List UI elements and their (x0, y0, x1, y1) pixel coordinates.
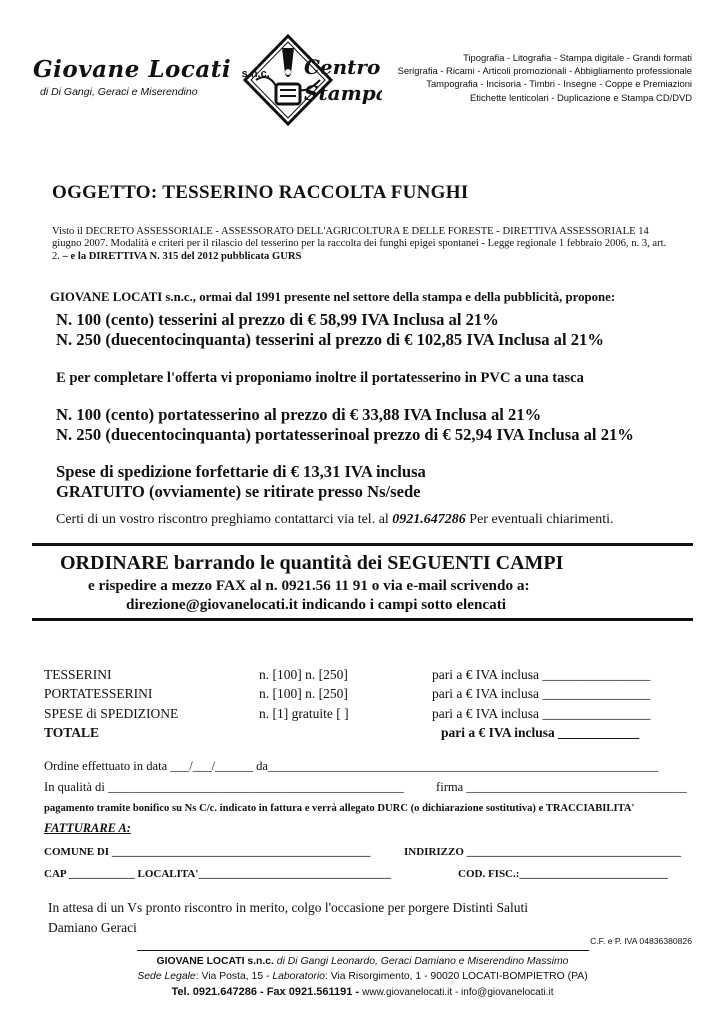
cap-localita-field[interactable]: CAP ____________ LOCALITA'___________________________________ (44, 868, 391, 880)
centro-stampa-logo-icon (242, 34, 382, 126)
footer-divider (137, 950, 589, 951)
footer-company-owners: di Di Gangi Leonardo, Geraci Damiano e Miserendino Massimo (273, 956, 569, 967)
company-name-text: Giovane Locati (33, 56, 232, 83)
order-email: direzione@giovanelocati.it indicando i campi sotto elencati (126, 596, 507, 613)
legal-reference-text: Visto il DECRETO ASSESSORIALE - ASSESSORATO DELL'AGRICOLTURA E DELLE FORESTE - DIRETTIVA ASSESSORIALE 14 giugno 2007. Modalità e criteri per il rilascio del tesserino per la raccolta dei funghi epigei spontanei - Legge regionale 1 febbraio 2006, n. 3, art. 2. (52, 226, 667, 262)
footer-web-email[interactable]: www.giovanelocati.it - info@giovanelocati.it (362, 987, 554, 998)
company-name (33, 56, 270, 83)
service-line: Tipografia - Litografia - Stampa digitale - Grandi formati (463, 52, 692, 63)
row-price-tesserini[interactable]: pari a € IVA inclusa ________________ (432, 667, 651, 682)
role-field[interactable]: In qualità di _______________________________________________ (44, 780, 404, 794)
row-label-spedizione: SPESE di SPEDIZIONE (44, 706, 179, 721)
footer-tel-fax: Tel. 0921.647286 - Fax 0921.561191 - (171, 986, 363, 998)
subject-heading: OGGETTO: TESSERINO RACCOLTA FUNGHI (52, 182, 469, 203)
free-pickup: GRATUITO (ovviamente) se ritirate presso Ns/sede (56, 482, 421, 501)
row-options-tesserini[interactable]: n. [100] n. [250] (259, 667, 348, 682)
footer-company (0, 956, 725, 967)
row-label-tesserini: TESSERINI (44, 667, 112, 682)
row-options-spedizione[interactable]: n. [1] gratuite [ ] (259, 706, 349, 721)
legal-reference-bold: – e la DIRETTIVA N. 315 del 2012 pubblicata GURS (62, 250, 302, 262)
invoice-heading: FATTURARE A: (44, 821, 131, 835)
offer-tesserini-250: N. 250 (duecentocinquanta) tesserini al prezzo di € 102,85 IVA Inclusa al 21% (56, 330, 604, 349)
contact-phone: 0921.647286 (392, 512, 466, 527)
service-line: Tampografia - Incisoria - Timbri - Insegne - Coppe e Premiazioni (426, 78, 692, 90)
centro-stampa-logo (242, 34, 382, 126)
intro-text: GIOVANE LOCATI s.n.c., ormai dal 1991 presente nel settore della stampa e della pubblicità, propone: (50, 290, 616, 304)
offer-complement: E per completare l'offerta vi proponiamo inoltre il portatesserino in PVC a una tasca (56, 370, 584, 386)
order-instructions: e rispedire a mezzo FAX al n. 0921.56 11 91 o via e-mail scrivendo a: (88, 577, 530, 594)
logo-text-stampa: Stampa (304, 81, 382, 105)
signature-field[interactable]: firma ___________________________________ (436, 780, 687, 794)
closing-salutation: In attesa di un Vs pronto riscontro in merito, colgo l'occasione per porgere Distinti Saluti (48, 900, 528, 915)
row-options-portatesserini[interactable]: n. [100] n. [250] (259, 686, 348, 701)
row-price-portatesserini[interactable]: pari a € IVA inclusa ________________ (432, 686, 651, 701)
contact-note-post: Per eventuali chiarimenti. (465, 512, 614, 527)
service-line: Etichette lenticolari - Duplicazione e Stampa CD/DVD (470, 91, 692, 103)
signature-name: Damiano Geraci (48, 920, 137, 935)
row-label-portatesserini: PORTATESSERINI (44, 686, 153, 701)
divider (32, 618, 693, 621)
order-date-field[interactable]: Ordine effettuato in data ___/___/______ da______________________________________________________________ (44, 759, 659, 773)
vat-number: C.F. e P. IVA 04836380826 (590, 936, 692, 946)
footer-company-name: GIOVANE LOCATI s.n.c. (156, 956, 274, 967)
shipping-cost: Spese di spedizione forfettarie di € 13,31 IVA inclusa (56, 462, 426, 481)
legal-reference (52, 226, 674, 263)
total-label: TOTALE (44, 725, 100, 740)
services-list (382, 51, 692, 104)
offer-porta-250: N. 250 (duecentocinquanta) portatesserinoal prezzo di € 52,94 IVA Inclusa al 21% (56, 425, 634, 444)
footer-lab: : Via Risorgimento, 1 - 90020 LOCATI-BOMPIETRO (PA) (324, 971, 588, 982)
footer-address (0, 971, 725, 982)
order-title: ORDINARE barrando le quantità dei SEGUENTI CAMPI (60, 552, 564, 574)
row-price-spedizione[interactable]: pari a € IVA inclusa ________________ (432, 706, 651, 721)
comune-field[interactable]: COMUNE DI _______________________________________________ (44, 846, 371, 858)
logo-text-centro: Centro (304, 55, 381, 79)
offer-tesserini-100: N. 100 (cento) tesserini al prezzo di € 58,99 IVA Inclusa al 21% (56, 310, 499, 329)
total-price[interactable]: pari a € IVA inclusa ____________ (441, 725, 640, 740)
service-line: Serigrafia - Ricami - Articoli promozionali - Abbigliamento professionale (397, 65, 692, 77)
footer-sede: : Via Posta, 15 - (195, 971, 273, 982)
company-suffix: s.n.c. (241, 68, 270, 80)
codfisc-field[interactable]: COD. FISC.:___________________________ (458, 868, 668, 880)
footer-lab-label: Laboratorio (272, 971, 325, 982)
indirizzo-field[interactable]: INDIRIZZO _______________________________________ (404, 846, 682, 858)
offer-porta-100: N. 100 (cento) portatesserino al prezzo di € 33,88 IVA Inclusa al 21% (56, 405, 542, 424)
divider (32, 543, 693, 546)
contact-note (56, 512, 614, 528)
footer-sede-label: Sede Legale (137, 971, 196, 982)
company-subtitle: di Di Gangi, Geraci e Miserendino (40, 86, 198, 98)
contact-note-pre: Certi di un vostro riscontro preghiamo contattarci via tel. al (56, 512, 393, 527)
footer-contacts (0, 986, 725, 998)
payment-note: pagamento tramite bonifico su Ns C/c. indicato in fattura e verrà allegato DURC (o dichiarazione sostitutiva) e TRACCIABILITA' (44, 803, 635, 814)
